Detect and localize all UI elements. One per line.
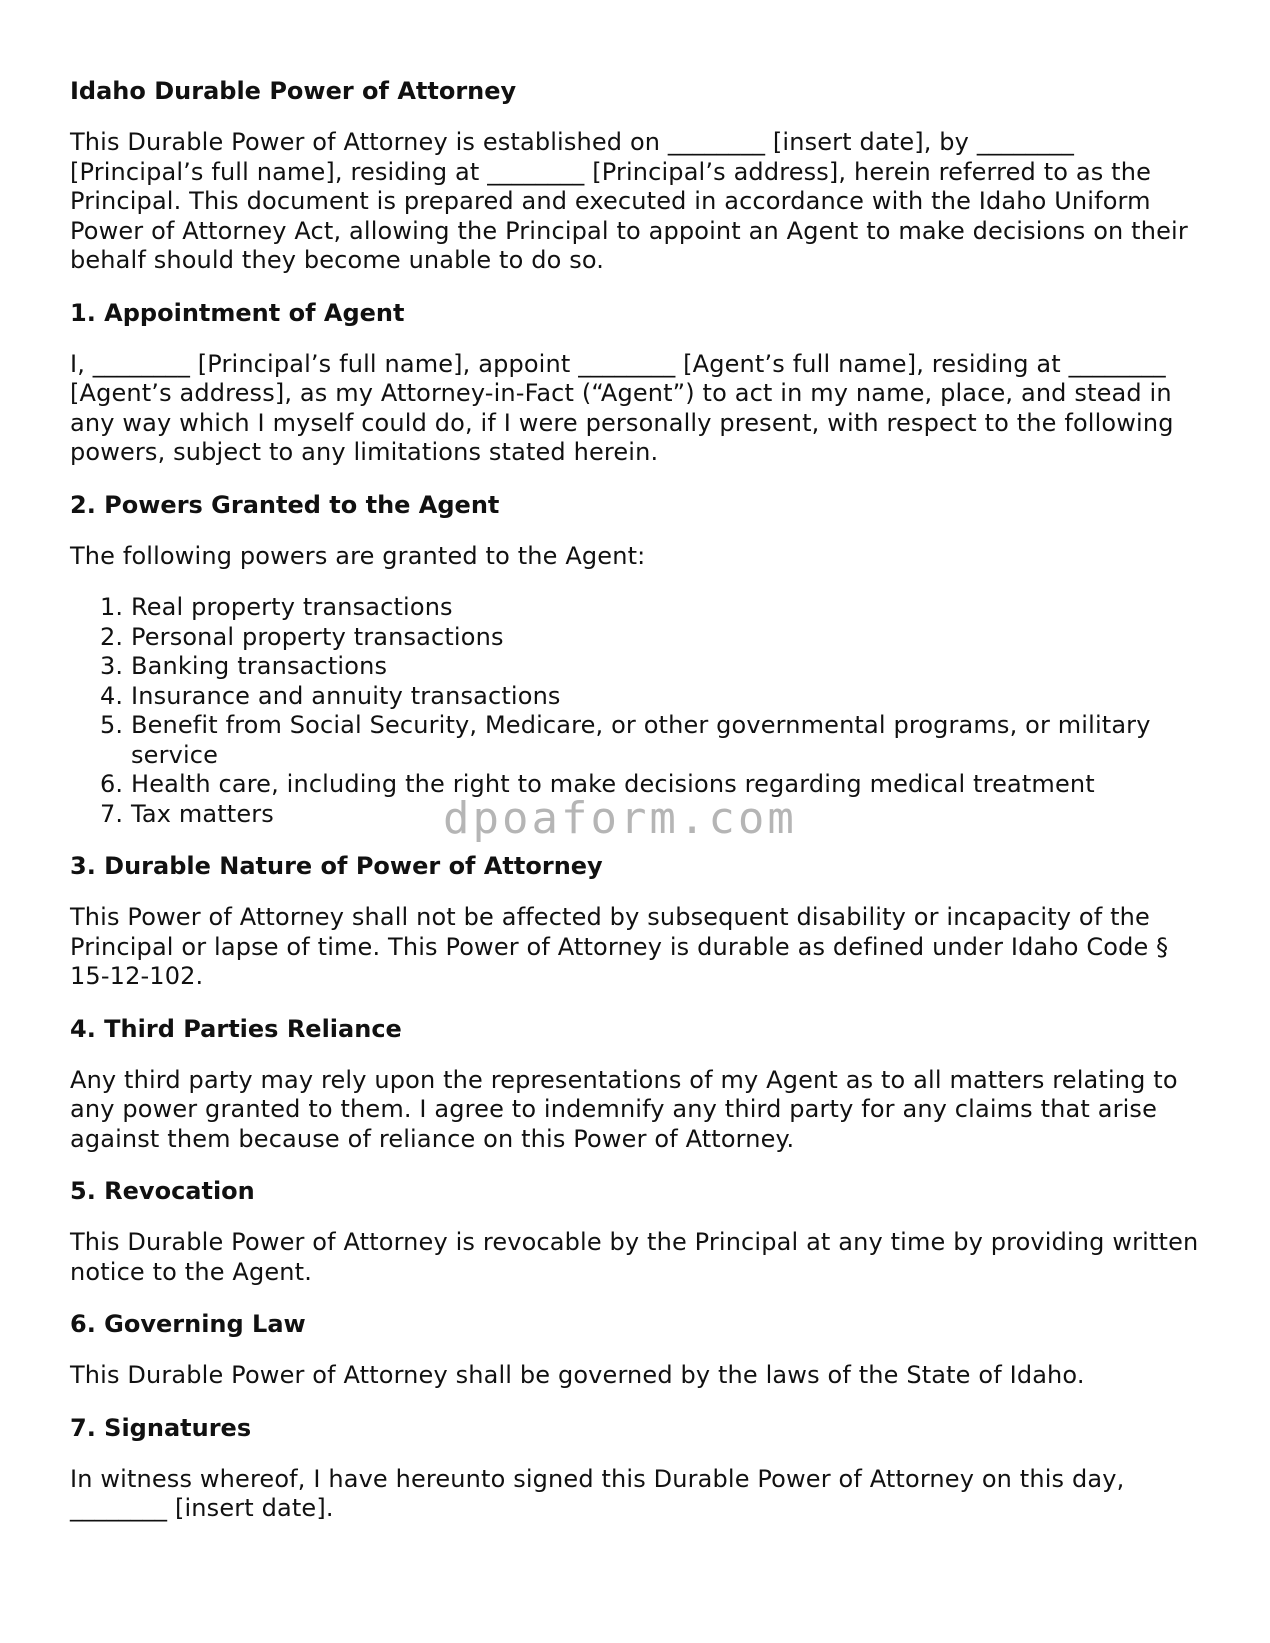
section-7-body: In witness whereof, I have hereunto signed this Durable Power of Attorney on this day, ________ [insert date].	[70, 1464, 1125, 1522]
section-3-heading: 3. Durable Nature of Power of Attorney	[70, 852, 603, 880]
section-5-body: This Durable Power of Attorney is revocable by the Principal at any time by providing written notice to the Agent.	[70, 1228, 1199, 1286]
section-3-body: This Power of Attorney shall not be affected by subsequent disability or incapacity of the Principal or lapse of time. This Power of Attorney is durable as defined under Idaho Code § 15-12-102.	[70, 903, 1169, 990]
section-4-heading: 4. Third Parties Reliance	[70, 1014, 402, 1043]
section-7-heading: 7. Signatures	[70, 1413, 252, 1442]
section-6-heading: 6. Governing Law	[70, 1310, 306, 1338]
section-6-body: This Durable Power of Attorney shall be governed by the laws of the State of Idaho.	[70, 1361, 1085, 1389]
section-2-body: The following powers are granted to the Agent:	[70, 541, 646, 570]
list-item: 4. Insurance and annuity transactions	[131, 682, 1205, 712]
section-1-body: I, ________ [Principal’s full name], appoint ________ [Agent’s full name], residing at ________ [Agent’s address], as my Attorney-in-Fact (“Agent”) to act in my name, place, and stead in any way which I myself could do, if I were personally present, with respect to the following powers, subject to any limitations stated herein.	[70, 349, 1174, 466]
section-1-heading: 1. Appointment of Agent	[70, 298, 405, 327]
section-2-heading: 2. Powers Granted to the Agent	[70, 490, 500, 519]
watermark: dpoaform.com	[443, 793, 797, 844]
section-4-body: Any third party may rely upon the representations of my Agent as to all matters relating to any power granted to them. I agree to indemnify any third party for any claims that arise against them because of reliance on this Power of Attorney.	[70, 1065, 1178, 1153]
list-item: 6. Health care, including the right to make decisions regarding medical treatment	[131, 770, 1205, 800]
list-item: 7. Tax matters	[131, 800, 1205, 830]
section-5-heading: 5. Revocation	[70, 1177, 255, 1205]
powers-list	[70, 593, 1205, 829]
document-title: Idaho Durable Power of Attorney	[70, 77, 517, 105]
document-page	[70, 76, 1205, 1546]
list-item: 5. Benefit from Social Security, Medicare, or other governmental programs, or military service	[131, 711, 1205, 770]
list-item: 1. Real property transactions	[131, 593, 1205, 623]
list-item: 2. Personal property transactions	[131, 623, 1205, 653]
list-item: 3. Banking transactions	[131, 652, 1205, 682]
intro-paragraph: This Durable Power of Attorney is established on ________ [insert date], by ________ [Principal’s full name], residing at ________ [Principal’s address], herein referred to as the Principal. This document is prepared and executed in accordance with the Idaho Uniform Power of Attorney Act, allowing the Principal to appoint an Agent to make decisions on their behalf should they become unable to do so.	[70, 128, 1188, 274]
